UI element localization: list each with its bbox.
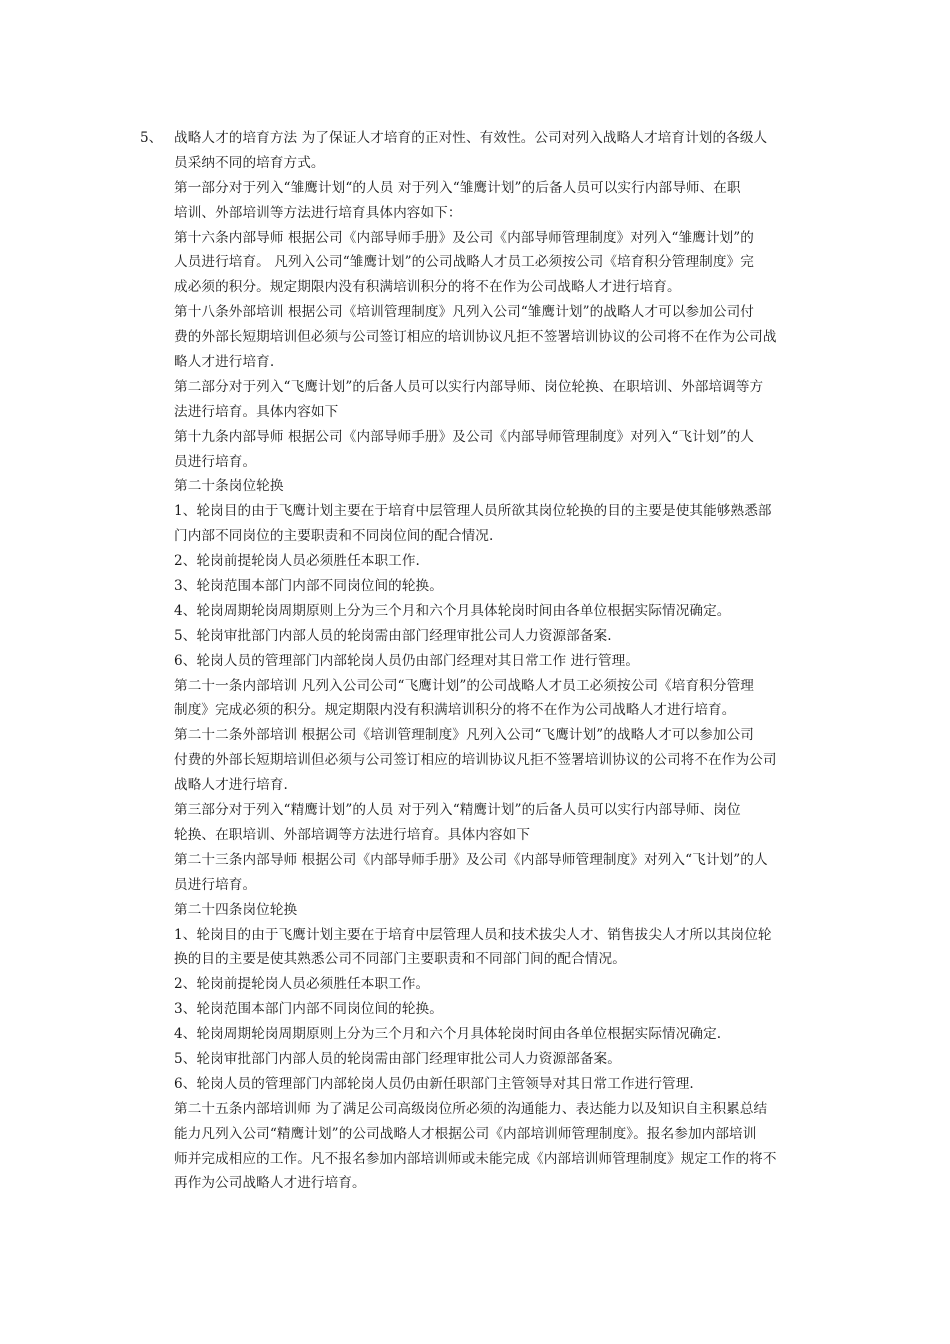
text-line: 第二十四条岗位轮换 (174, 901, 298, 918)
text-line: 成必须的积分。规定期限内没有积满培训积分的将不在作为公司战略人才进行培育。 (174, 279, 681, 296)
text-line: 员采纳不同的培育方式。 (174, 154, 325, 171)
list-item-number: 5、 (140, 130, 163, 146)
text-line: 法进行培育。具体内容如下 (174, 403, 339, 420)
text-line: 2、轮岗前提轮岗人员必须胜任本职工作. (174, 553, 420, 570)
text-line: 第三部分对于列入“精鹰计划”的人员 对于列入“精鹰计划”的后备人员可以实行内部导师、岗位 (174, 802, 741, 819)
text-line: 师并完成相应的工作。凡不报名参加内部培训师或未能完成《内部培训师管理制度》规定工作的将不 (174, 1150, 777, 1167)
text-line: 3、轮岗范围本部门内部不同岗位间的轮换。 (174, 1001, 443, 1018)
text-line: 6、轮岗人员的管理部门内部轮岗人员仍由新任职部门主管领导对其日常工作进行管理. (174, 1075, 694, 1092)
text-line: 4、轮岗周期轮岗周期原则上分为三个月和六个月具体轮岗时间由各单位根据实际情况确定。 (174, 602, 731, 619)
text-line: 第十九条内部导师 根据公司《内部导师手册》及公司《内部导师管理制度》对列入“飞计划”的人 (174, 428, 754, 445)
text-line: 5、轮岗审批部门内部人员的轮岗需由部门经理审批公司人力资源部备案. (174, 627, 612, 644)
text-line: 1、轮岗目的由于飞鹰计划主要在于培育中层管理人员所欲其岗位轮换的目的主要是使其能够熟悉部 (174, 503, 772, 520)
text-line: 轮换、在职培训、外部培调等方法进行培育。具体内容如下 (174, 826, 531, 843)
text-line: 第十八条外部培训 根据公司《培训管理制度》凡列入公司“雏鹰计划”的战略人才可以参加公司付 (174, 304, 754, 321)
text-line: 4、轮岗周期轮岗周期原则上分为三个月和六个月具体轮岗时间由各单位根据实际情况确定. (174, 1026, 722, 1043)
text-line: 制度》完成必须的积分。规定期限内没有积满培训积分的将不在作为公司战略人才进行培育。 (174, 702, 736, 719)
text-line: 第二十五条内部培训师 为了满足公司高级岗位所必须的沟通能力、表达能力以及知识自主积累总结 (174, 1100, 768, 1117)
text-line: 第二部分对于列入“飞鹰计划”的后备人员可以实行内部导师、岗位轮换、在职培训、外部培调等方 (174, 378, 764, 395)
text-line: 再作为公司战略人才进行培育。 (174, 1175, 366, 1192)
text-line: 员进行培育。 (174, 453, 257, 470)
list-item-5 (140, 126, 820, 151)
text-line: 略人才进行培育. (174, 354, 275, 371)
text-line: 第十六条内部导师 根据公司《内部导师手册》及公司《内部导师管理制度》对列入“雏鹰计划”的 (174, 229, 754, 246)
text-line: 1、轮岗目的由于飞鹰计划主要在于培育中层管理人员和技术拔尖人才、销售拔尖人才所以其岗位轮 (174, 926, 772, 943)
text-line: 付费的外部长短期培训但必须与公司签订相应的培训协议凡拒不签署培训协议的公司将不在作为公司 (174, 752, 777, 769)
text-line: 第一部分对于列入“雏鹰计划“的人员 对于列入“雏鹰计划”的后备人员可以实行内部导师、在职 (174, 179, 741, 196)
text-line: 能力凡列入公司“精鹰计划”的公司战略人才根据公司《内部培训师管理制度》。报名参加内部培训 (174, 1125, 757, 1142)
text-line: 培训、外部培训等方法进行培育具体内容如下： (174, 204, 462, 221)
text-line: 战略人才的培育方法 为了保证人才培育的正对性、有效性。公司对列入战略人才培育计划的各级人 (174, 130, 768, 146)
text-line: 换的目的主要是使其熟悉公司不同部门主要职责和不同部门间的配合情况。 (174, 951, 626, 968)
text-line: 第二十二条外部培训 根据公司《培训管理制度》凡列入公司“飞鹰计划”的战略人才可以参加公司 (174, 727, 754, 744)
text-line: 第二十三条内部导师 根据公司《内部导师手册》及公司《内部导师管理制度》对列入“飞计划”的人 (174, 851, 768, 868)
document-body (140, 126, 820, 1196)
text-line: 2、轮岗前提轮岗人员必须胜任本职工作。 (174, 976, 430, 993)
text-line: 第二十一条内部培训 凡列入公司公司“飞鹰计划”的公司战略人才员工必须按公司《培育积分管理 (174, 677, 754, 694)
text-line: 5、轮岗审批部门内部人员的轮岗需由部门经理审批公司人力资源部备案。 (174, 1050, 621, 1067)
text-line: 战略人才进行培育. (174, 777, 288, 794)
text-line: 门内部不同岗位的主要职责和不同岗位间的配合情况. (174, 528, 494, 545)
text-line: 6、轮岗人员的管理部门内部轮岗人员仍由部门经理对其日常工作 进行管理。 (174, 652, 640, 669)
text-line: 人员进行培育。 凡列入公司“雏鹰计划”的公司战略人才员工必须按公司《培育积分管理制度》完 (174, 254, 754, 271)
text-line: 3、轮岗范围本部门内部不同岗位间的轮换。 (174, 578, 443, 595)
text-line: 第二十条岗位轮换 (174, 478, 284, 495)
text-line: 员进行培育。 (174, 876, 257, 893)
text-line: 费的外部长短期培训但必须与公司签订相应的培训协议凡拒不签署培训协议的公司将不在作为公司战 (174, 329, 777, 346)
